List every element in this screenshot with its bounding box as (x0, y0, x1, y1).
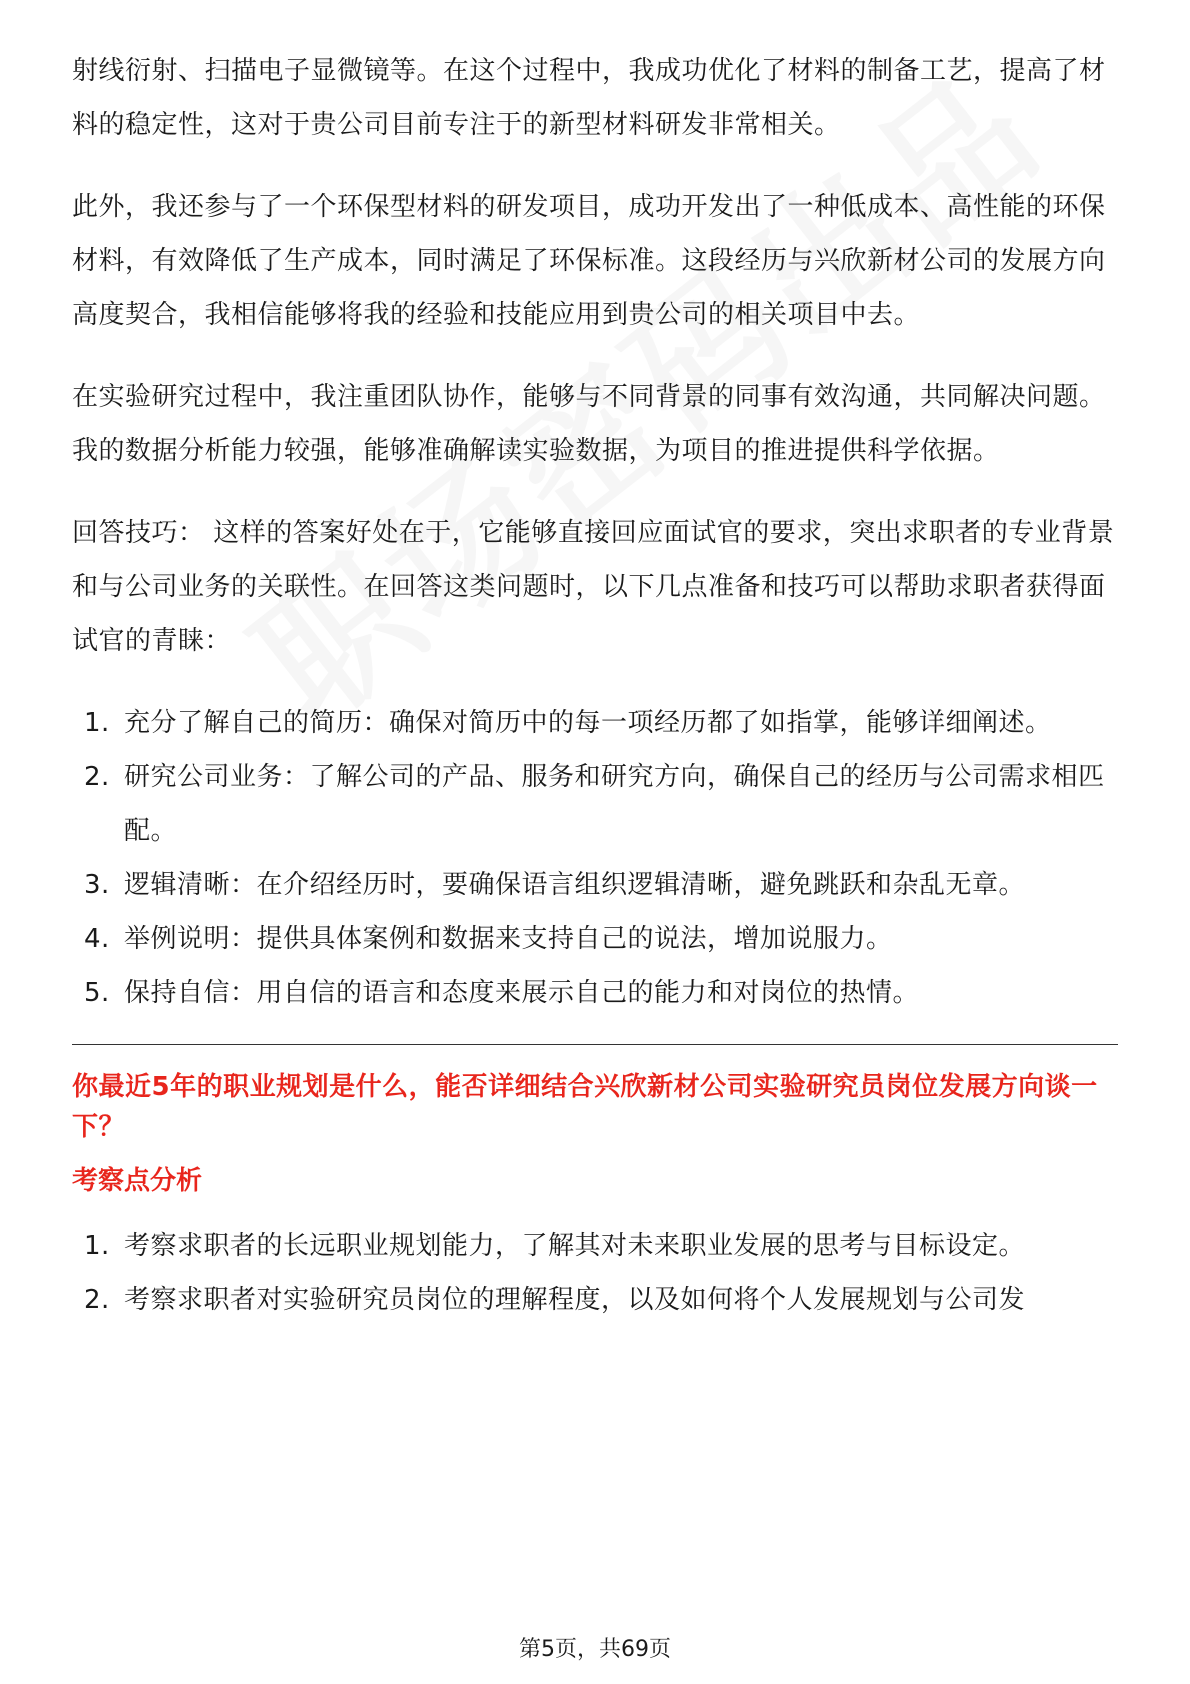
list-item (72, 750, 1134, 858)
list-text: 逻辑清晰：在介绍经历时，要确保语言组织逻辑清晰，避免跳跃和杂乱无章。 (124, 870, 1026, 900)
list-number: 5. (84, 978, 110, 1008)
list-item (72, 966, 1134, 1020)
paragraph-answer-tips: 回答技巧： 这样的答案好处在于，它能够直接回应面试官的要求，突出求职者的专业背景和与公司业务的关联性。在回答这类问题时，以下几点准备和技巧可以帮助求职者获得面试官的青睐： (72, 518, 1115, 656)
list-text: 举例说明：提供具体案例和数据来支持自己的说法，增加说服力。 (124, 924, 893, 954)
list-number: 1. (84, 708, 110, 738)
list-text: 充分了解自己的简历：确保对简历中的每一项经历都了如指掌，能够详细阐述。 (124, 708, 1052, 738)
list-item (72, 1219, 1134, 1273)
list-item (72, 696, 1134, 750)
list-text: 考察求职者对实验研究员岗位的理解程度，以及如何将个人发展规划与公司发 (124, 1285, 1026, 1315)
paragraph-teamwork: 在实验研究过程中，我注重团队协作，能够与不同背景的同事有效沟通，共同解决问题。我的数据分析能力较强，能够准确解读实验数据，为项目的推进提供科学依据。 (72, 382, 1106, 466)
page-footer: 第5页，共69页 (519, 1637, 671, 1662)
list-number: 4. (84, 924, 110, 954)
list-item (72, 912, 1134, 966)
list-number: 2. (84, 762, 110, 792)
analysis-list (72, 1219, 1118, 1327)
document-page (72, 44, 1118, 1343)
section-divider (72, 1044, 1118, 1045)
list-text: 保持自信：用自信的语言和态度来展示自己的能力和对岗位的热情。 (124, 978, 920, 1008)
list-text: 考察求职者的长远职业规划能力，了解其对未来职业发展的思考与目标设定。 (124, 1231, 1026, 1261)
interview-question: 你最近5年的职业规划是什么，能否详细结合兴欣新材公司实验研究员岗位发展方向谈一下？ (72, 1072, 1098, 1142)
tips-list (72, 696, 1118, 1020)
list-number: 2. (84, 1285, 110, 1315)
paragraph-environmental-project: 此外，我还参与了一个环保型材料的研发项目，成功开发出了一种低成本、高性能的环保材料，有效降低了生产成本，同时满足了环保标准。这段经历与兴欣新材公司的发展方向高度契合，我相信能够将我的经验和技能应用到贵公司的相关项目中去。 (72, 192, 1106, 330)
paragraph-experience: 射线衍射、扫描电子显微镜等。在这个过程中，我成功优化了材料的制备工艺，提高了材料的稳定性，这对于贵公司目前专注于的新型材料研发非常相关。 (72, 56, 1106, 140)
analysis-heading: 考察点分析 (72, 1166, 203, 1196)
list-item (72, 1273, 1134, 1327)
list-number: 3. (84, 870, 110, 900)
list-number: 1. (84, 1231, 110, 1261)
list-item (72, 858, 1134, 912)
list-text: 研究公司业务：了解公司的产品、服务和研究方向，确保自己的经历与公司需求相匹配。 (124, 762, 1105, 846)
